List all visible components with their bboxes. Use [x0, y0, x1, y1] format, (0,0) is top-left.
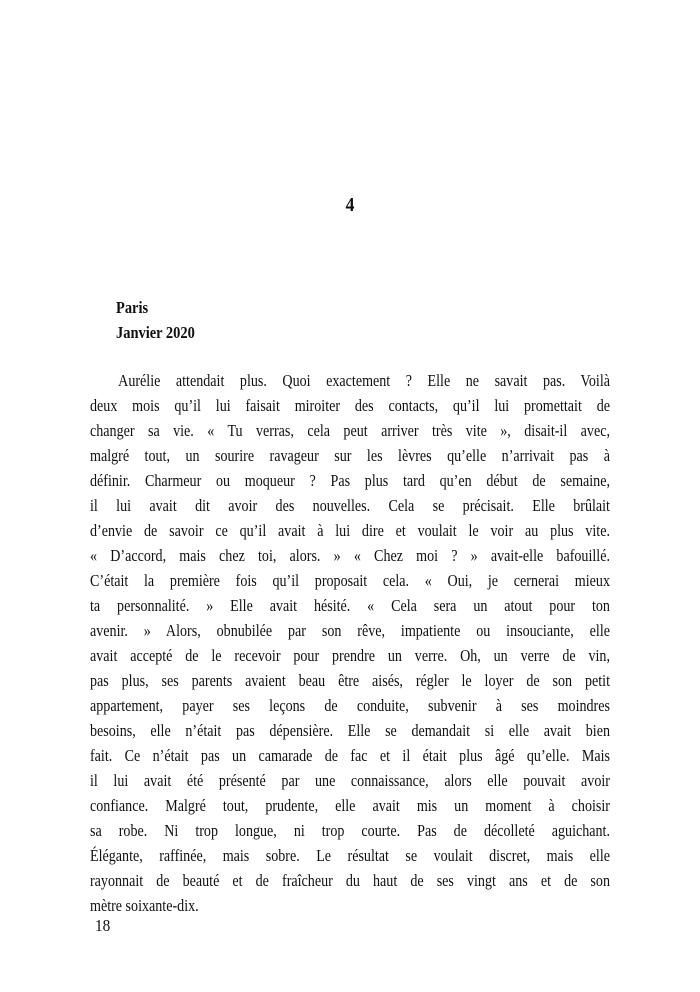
text-line: mètre soixante-dix.	[90, 896, 199, 915]
text-line: ta personnalité. » Elle avait hésité. « Cela sera un atout pour ton	[90, 596, 610, 615]
text-line: d’envie de savoir ce qu’il avait à lui dire et voulait le voir au plus vite.	[90, 521, 610, 540]
page-number: 18	[95, 916, 111, 935]
text-line: besoins, elle n’était pas dépensière. Elle se demandait si elle avait bien	[90, 721, 610, 740]
text-line: avait accepté de le recevoir pour prendre un verre. Oh, un verre de vin,	[90, 646, 610, 665]
text-line: avenir. » Alors, obnubilée par son rêve, impatiente ou insouciante, elle	[90, 621, 610, 640]
text-line: changer sa vie. « Tu verras, cela peut arriver très vite », disait-il avec,	[90, 421, 610, 440]
text-line: sa robe. Ni trop longue, ni trop courte. Pas de décolleté aguichant.	[90, 821, 610, 840]
text-line: « D’accord, mais chez toi, alors. » « Chez moi ? » avait-elle bafouillé.	[90, 546, 610, 565]
text-line: C’était la première fois qu’il proposait cela. « Oui, je cernerai mieux	[90, 571, 610, 590]
dateline-location: Paris	[116, 298, 149, 317]
text-line: pas plus, ses parents avaient beau être aisés, régler le loyer de son petit	[90, 671, 610, 690]
text-line: Aurélie attendait plus. Quoi exactement ? Elle ne savait pas. Voilà	[118, 371, 610, 390]
text-line: confiance. Malgré tout, prudente, elle avait mis un moment à choisir	[90, 796, 610, 815]
text-line: définir. Charmeur ou moqueur ? Pas plus tard qu’en début de semaine,	[90, 471, 610, 490]
dateline	[116, 295, 195, 345]
text-line: rayonnait de beauté et de fraîcheur du haut de ses vingt ans et de son	[90, 871, 610, 890]
text-line: Élégante, raffinée, mais sobre. Le résultat se voulait discret, mais elle	[90, 846, 610, 865]
text-line: deux mois qu’il lui faisait miroiter des contacts, qu’il lui promettait de	[90, 396, 610, 415]
text-line: malgré tout, un sourire ravageur sur les lèvres qu’elle n’arrivait pas à	[90, 446, 610, 465]
text-line: il lui avait été présenté par une connaissance, alors elle pouvait avoir	[90, 771, 610, 790]
chapter-number: 4	[345, 194, 355, 216]
text-line: appartement, payer ses leçons de conduite, subvenir à ses moindres	[90, 696, 610, 715]
text-line: il lui avait dit avoir des nouvelles. Cela se précisait. Elle brûlait	[90, 496, 610, 515]
text-line: fait. Ce n’était pas un camarade de fac et il était plus âgé qu’elle. Mais	[90, 746, 610, 765]
dateline-date: Janvier 2020	[116, 323, 195, 342]
body-paragraph	[90, 368, 610, 918]
